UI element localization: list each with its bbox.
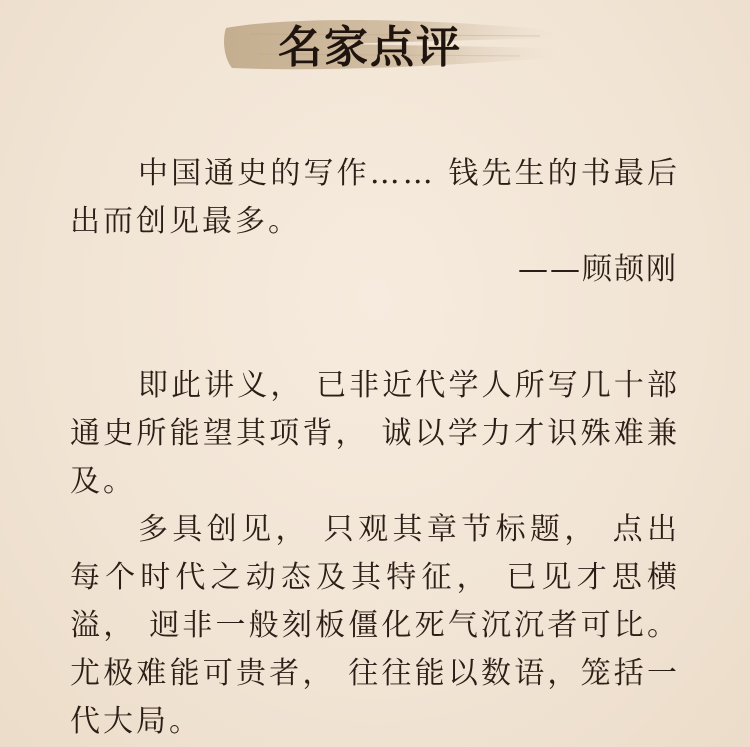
review-quote: 中国通史的写作…… 钱先生的书最后出而创见最多。 xyxy=(70,156,680,239)
body-paragraph-1: 即此讲义， 已非近代学人所写几十部通史所能望其项背， 诚以学力才识殊难兼及。 xyxy=(70,368,680,499)
title-banner xyxy=(220,8,560,80)
page-title: 名家点评 xyxy=(278,22,462,73)
review-attribution: ——顾颉刚 xyxy=(518,252,678,287)
body-paragraph-2: 多具创见， 只观其章节标题， 点出每个时代之动态及其特征， 已见才思横溢， 迥非一般刻板僵化死气沉沉者可比。尤极难能可贵者， 往往能以数语，笼括一代大局。 xyxy=(70,512,680,739)
